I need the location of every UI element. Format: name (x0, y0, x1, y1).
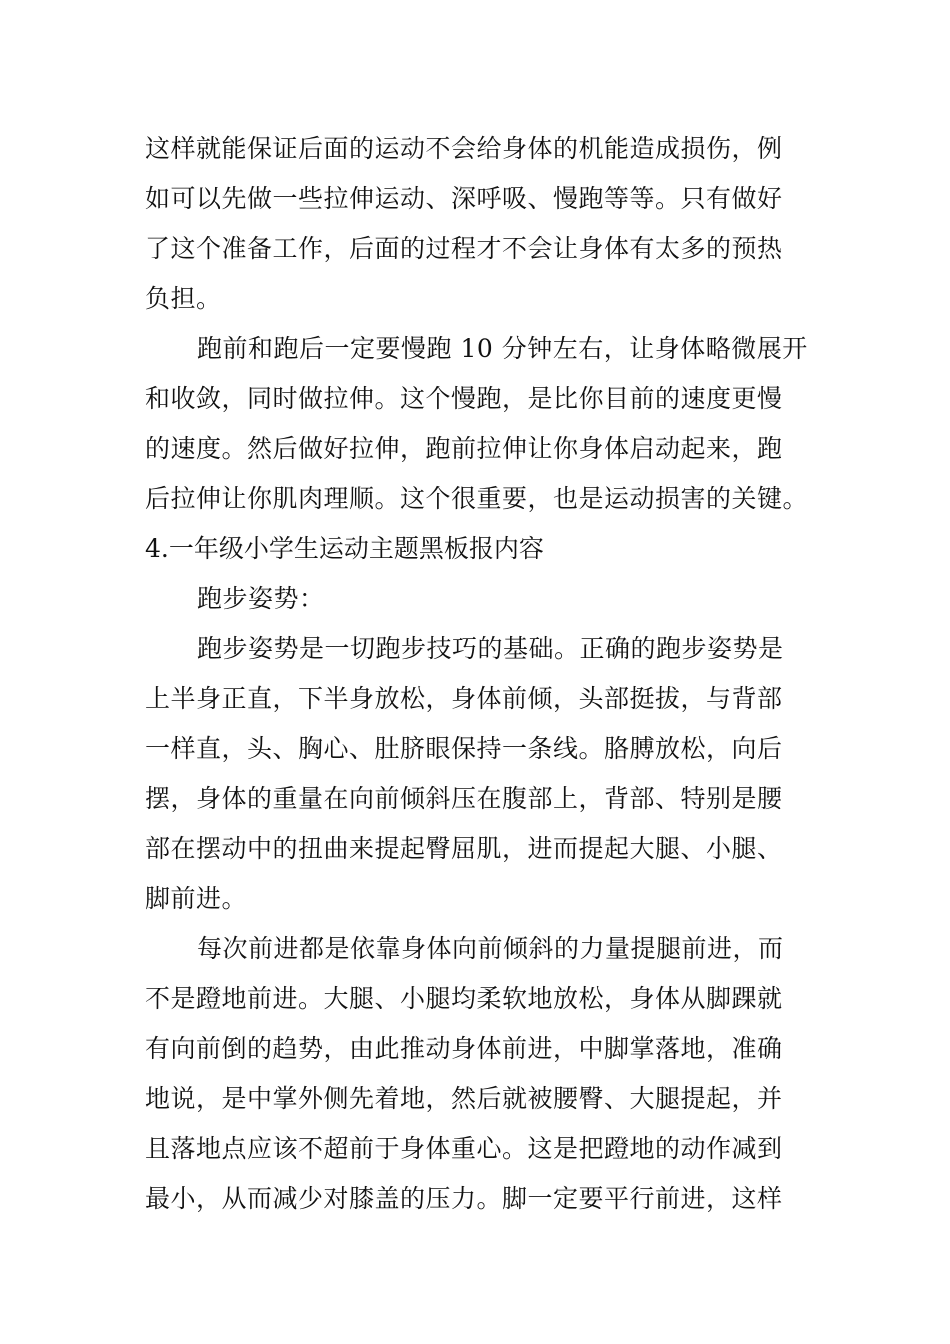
text-line: 如可以先做一些拉伸运动、深呼吸、慢跑等等。只有做好 (145, 184, 783, 213)
text-line: 摆，身体的重量在向前倾斜压在腹部上，背部、特别是腰 (145, 784, 783, 813)
text-line: 且落地点应该不超前于身体重心。这是把蹬地的动作减到 (145, 1134, 783, 1163)
text-line: 上半身正直，下半身放松，身体前倾，头部挺拔，与背部 (145, 684, 783, 713)
text-line: 有向前倒的趋势，由此推动身体前进，中脚掌落地，准确 (145, 1034, 783, 1063)
text-line: 最小，从而减少对膝盖的压力。脚一定要平行前进，这样 (145, 1184, 783, 1213)
text-line: 负担。 (145, 284, 222, 313)
text-line: 这样就能保证后面的运动不会给身体的机能造成损伤，例 (145, 134, 783, 163)
subheading-line: 跑步姿势： (197, 584, 325, 613)
section-heading: 4.一年级小学生运动主题黑板报内容 (145, 534, 544, 563)
text-line: 部在摆动中的扭曲来提起臀屈肌，进而提起大腿、小腿、 (145, 834, 783, 863)
text-line: 了这个准备工作，后面的过程才不会让身体有太多的预热 (145, 234, 783, 263)
text-line: 的速度。然后做好拉伸，跑前拉伸让你身体启动起来，跑 (145, 434, 783, 463)
text-line: 和收敛，同时做拉伸。这个慢跑，是比你目前的速度更慢 (145, 384, 783, 413)
text-line: 地说，是中掌外侧先着地，然后就被腰臀、大腿提起，并 (145, 1084, 783, 1113)
paragraph-start-line: 跑步姿势是一切跑步技巧的基础。正确的跑步姿势是 (197, 634, 784, 663)
text-line: 后拉伸让你肌肉理顺。这个很重要，也是运动损害的关键。 (145, 484, 809, 513)
paragraph-start-line: 每次前进都是依靠身体向前倾斜的力量提腿前进，而 (197, 934, 784, 963)
text-line: 一样直，头、胸心、肚脐眼保持一条线。胳膊放松，向后 (145, 734, 783, 763)
text-line: 脚前进。 (145, 884, 248, 913)
paragraph-start-line: 跑前和跑后一定要慢跑 10 分钟左右，让身体略微展开 (197, 334, 808, 363)
text-line: 不是蹬地前进。大腿、小腿均柔软地放松，身体从脚踝就 (145, 984, 783, 1013)
document-body (145, 124, 807, 1224)
